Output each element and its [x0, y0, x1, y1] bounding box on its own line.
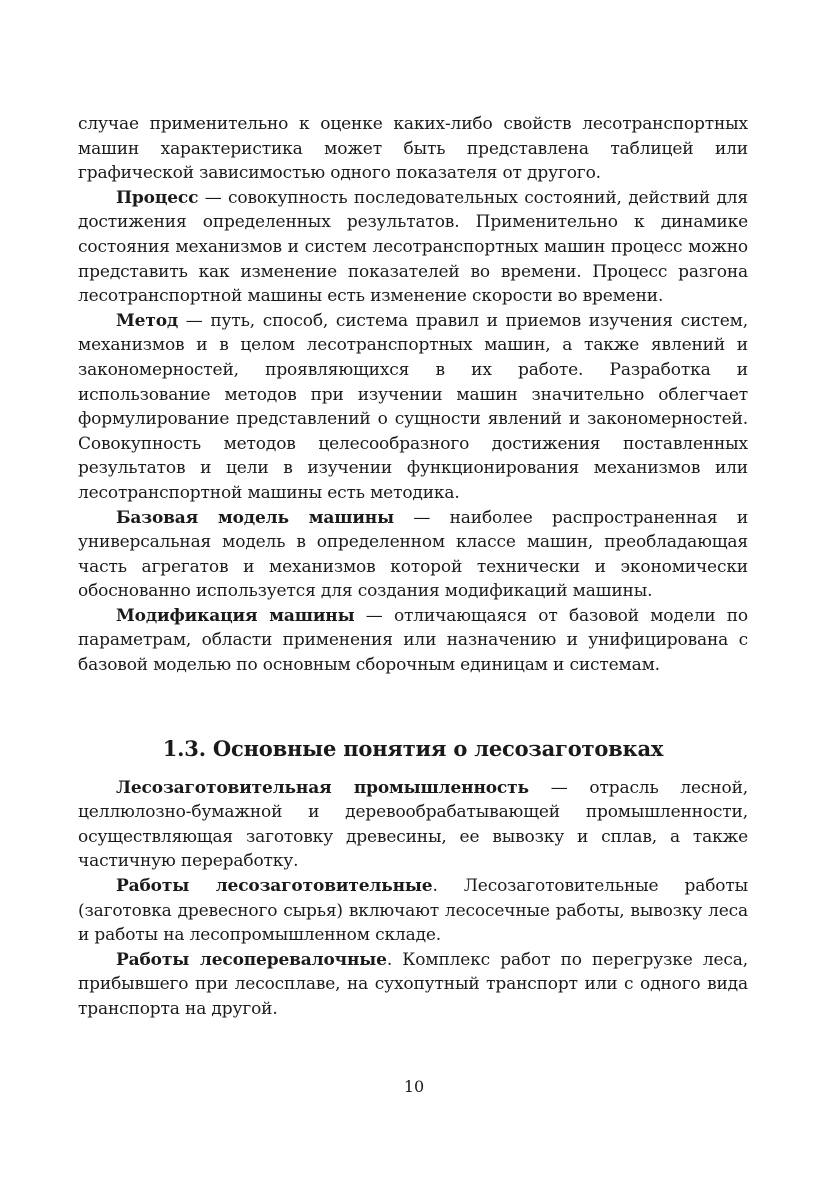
term-process: Процесс — [116, 187, 199, 208]
definition-text: — отрасль лесной, целлюлозно-бумажной и деревообрабатывающей промышленности, осуществляющая заготовку древесины, ее вывозку и сплав, а также частичную переработку. — [78, 777, 748, 872]
definition-process — [78, 186, 748, 309]
section-heading: 1.3. Основные понятия о лесозаготовках — [162, 735, 664, 761]
definition-text: — совокупность последовательных состояний, действий для достижения определенных результатов. Применительно к динамике состояния механизмов и систем лесотранспортных машин процесс можно представить как изменение показателей во времени. Процесс разгона лесотранспортной машины есть изменение скорости во времени. — [78, 187, 748, 307]
definition-text: — путь, способ, система правил и приемов изучения систем, механизмов и в целом лесотранспортных машин, а также явлений и закономерностей, проявляющихся в их работе. Разработка и использование методов при изучении машин значительно облегчает формулирование представлений о сущности явлений и закономерностей. Совокупность методов целесообразного достижения поставленных результатов и цели в изучении функционирования механизмов или лесотранспортной машины есть методика. — [78, 310, 748, 503]
definition-logging-works — [78, 874, 748, 948]
term-logging-works: Работы лесозаготовительные — [116, 876, 433, 897]
paragraph-text: случае применительно к оценке каких-либо свойств лесотранспортных машин характеристика может быть представлена таблицей или графической зависимостью одного показателя от другого. — [78, 114, 748, 184]
term-logging-industry: Лесозаготовительная промышленность — [116, 777, 529, 798]
term-transshipment-works: Работы лесоперевалочные — [116, 949, 387, 970]
term-base-model: Базовая модель машины — [116, 507, 394, 528]
page-number: 10 — [403, 1077, 425, 1096]
definition-logging-industry — [78, 776, 748, 874]
definition-method — [78, 309, 748, 506]
definition-modification — [78, 604, 748, 678]
paragraph-continuation — [78, 112, 748, 186]
term-method: Метод — [116, 310, 179, 331]
term-modification: Модификация машины — [116, 605, 355, 626]
definition-text: . Лесозаготовительные работы (заготовка древесного сырья) включают лесосечные работы, вывозку леса и работы на лесопромышленном складе. — [78, 876, 749, 946]
definition-text: . Комплекс работ по перегрузке леса, прибывшего при лесосплаве, на сухопутный транспорт или с одного вида транспорта на другой. — [78, 949, 749, 1019]
definition-transshipment-works — [78, 948, 748, 1022]
definition-text: — наиболее распространенная и универсальная модель в определенном классе машин, преобладающая часть агрегатов и механизмов которой технически и экономически обоснованно используется для создания модификаций машины. — [78, 507, 748, 602]
definition-base-model — [78, 506, 748, 604]
definition-text: — отличающаяся от базовой модели по параметрам, области применения или назначению и унифицирована с базовой моделью по основным сборочным единицам и системам. — [78, 605, 749, 676]
page-body — [78, 112, 748, 1022]
